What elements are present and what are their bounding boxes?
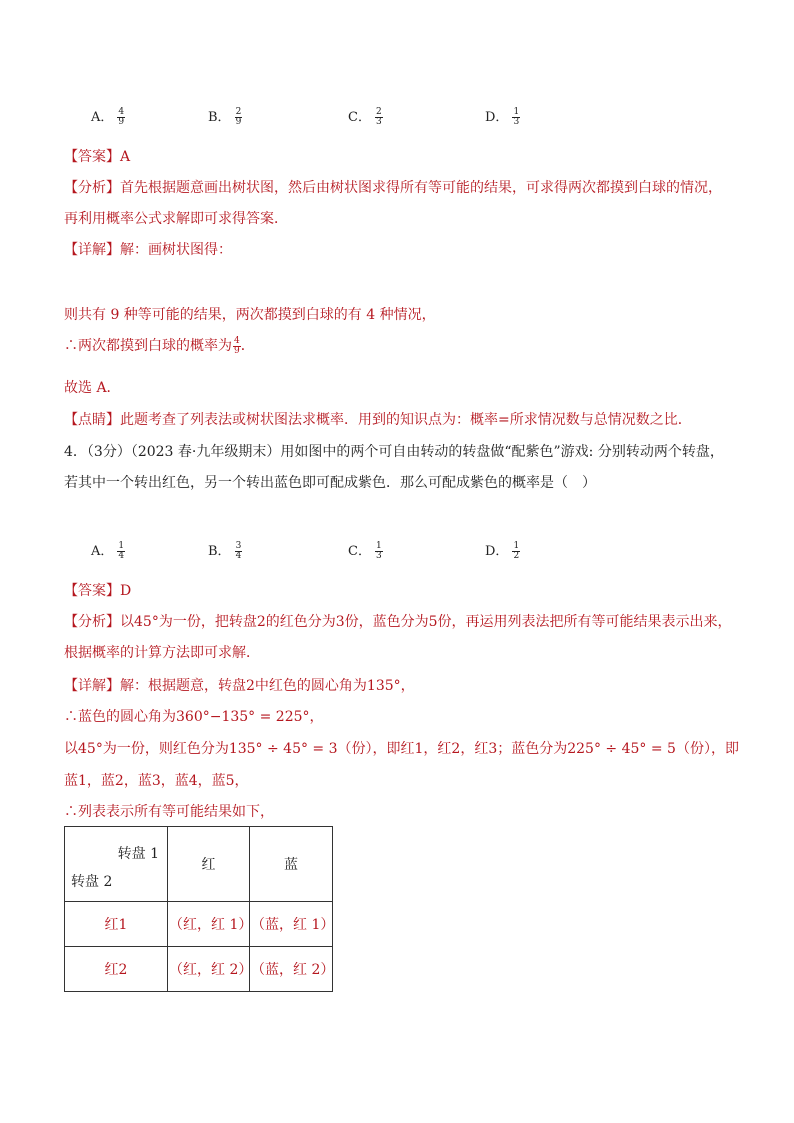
table-cell: （蓝，红 2） xyxy=(250,947,333,992)
q4-option-b: B． $\frac{3}{4}$ xyxy=(208,541,242,561)
q4-option-c: C． $\frac{1}{3}$ xyxy=(348,541,382,561)
q3-answer: 【答案】A xyxy=(64,149,131,165)
q4-option-a: A． $\frac{1}{4}$ xyxy=(91,541,125,561)
q4-options xyxy=(91,540,651,562)
table-row xyxy=(65,947,333,992)
q3-options xyxy=(91,106,651,128)
q3-option-d: D． $\frac{1}{3}$ xyxy=(485,107,520,127)
q4-detail-line1: 【详解】解：根据题意，转盘2中红色的圆心角为135°， xyxy=(64,678,415,694)
q3-detail-line3: ∴两次都摸到白球的概率为 $\frac{4}{9}$ ． xyxy=(64,335,255,356)
fraction: $\frac{2}{9}$ xyxy=(235,107,242,127)
q4-answer: 【答案】D xyxy=(64,583,132,599)
q3-detail-line4: 故选 A． xyxy=(64,380,121,396)
q4-detail-line5: ∴列表表示所有等可能结果如下， xyxy=(64,804,274,820)
table-col-header: 红 xyxy=(168,827,250,902)
q3-detail-line2: 则共有 9 种等可能的结果，两次都摸到白球的有 4 种情况， xyxy=(64,307,436,323)
q4-analysis-line2: 根据概率的计算方法即可求解． xyxy=(64,645,260,661)
q3-option-c: C． $\frac{2}{3}$ xyxy=(348,107,382,127)
fraction: $\frac{3}{4}$ xyxy=(235,541,242,561)
fraction: $\frac{1}{4}$ xyxy=(118,541,125,561)
corner-bottom-label: 转盘 2 xyxy=(71,874,113,890)
table-row xyxy=(65,902,333,947)
fraction: $\frac{4}{9}$ xyxy=(118,107,125,127)
table-col-header: 蓝 xyxy=(250,827,333,902)
table-corner-cell xyxy=(65,827,168,902)
q4-stem-line1: 4．（3分）（2023 春·九年级期末）用如图中的两个可自由转动的转盘做“配紫色”游戏: 分别转动两个转盘， xyxy=(64,444,724,460)
q3-analysis-line1: 【分析】首先根据题意画出树状图，然后由树状图求得所有等可能的结果，可求得两次都摸到白球的情况， xyxy=(64,180,722,196)
q4-detail-line2: ∴蓝色的圆心角为360°−135° = 225°， xyxy=(64,709,324,725)
q4-option-d: D． $\frac{1}{2}$ xyxy=(485,541,520,561)
fraction: $\frac{1}{3}$ xyxy=(375,541,382,561)
fraction: $\frac{1}{2}$ xyxy=(513,541,520,561)
q3-option-a: A． $\frac{4}{9}$ xyxy=(91,107,125,127)
table-cell: （蓝，红 1） xyxy=(250,902,333,947)
fraction: $\frac{4}{9}$ xyxy=(234,335,240,356)
q4-stem-line2: 若其中一个转出红色，另一个转出蓝色即可配成紫色．那么可配成紫色的概率是（ ） xyxy=(64,475,596,491)
corner-top-label: 转盘 1 xyxy=(117,846,159,862)
q4-detail-line4: 蓝1，蓝2，蓝3，蓝4，蓝5， xyxy=(64,773,249,789)
table-cell: （红，红 1） xyxy=(168,902,250,947)
fraction: $\frac{2}{3}$ xyxy=(375,107,382,127)
table-cell: （红，红 2） xyxy=(168,947,250,992)
q3-option-b: B． $\frac{2}{9}$ xyxy=(208,107,242,127)
table-row-header: 红1 xyxy=(65,902,168,947)
table-header-row xyxy=(65,827,333,902)
q3-detail-line1: 【详解】解：画树状图得： xyxy=(64,242,232,258)
outcome-table xyxy=(64,826,333,992)
fraction: $\frac{1}{3}$ xyxy=(513,107,520,127)
q3-analysis-line2: 再利用概率公式求解即可求得答案． xyxy=(64,211,288,227)
q4-detail-line3: 以45°为一份，则红色分为135° ÷ 45° = 3（份），即红1，红2，红3；蓝色分为225° ÷ 45° = 5（份），即 xyxy=(64,741,739,757)
q4-analysis-line1: 【分析】以45°为一份，把转盘2的红色分为3份，蓝色分为5份，再运用列表法把所有等可能结果表示出来， xyxy=(64,614,732,630)
q3-comment: 【点睛】此题考查了列表法或树状图法求概率．用到的知识点为：概率=所求情况数与总情况数之比． xyxy=(64,412,692,428)
table-row-header: 红2 xyxy=(65,947,168,992)
